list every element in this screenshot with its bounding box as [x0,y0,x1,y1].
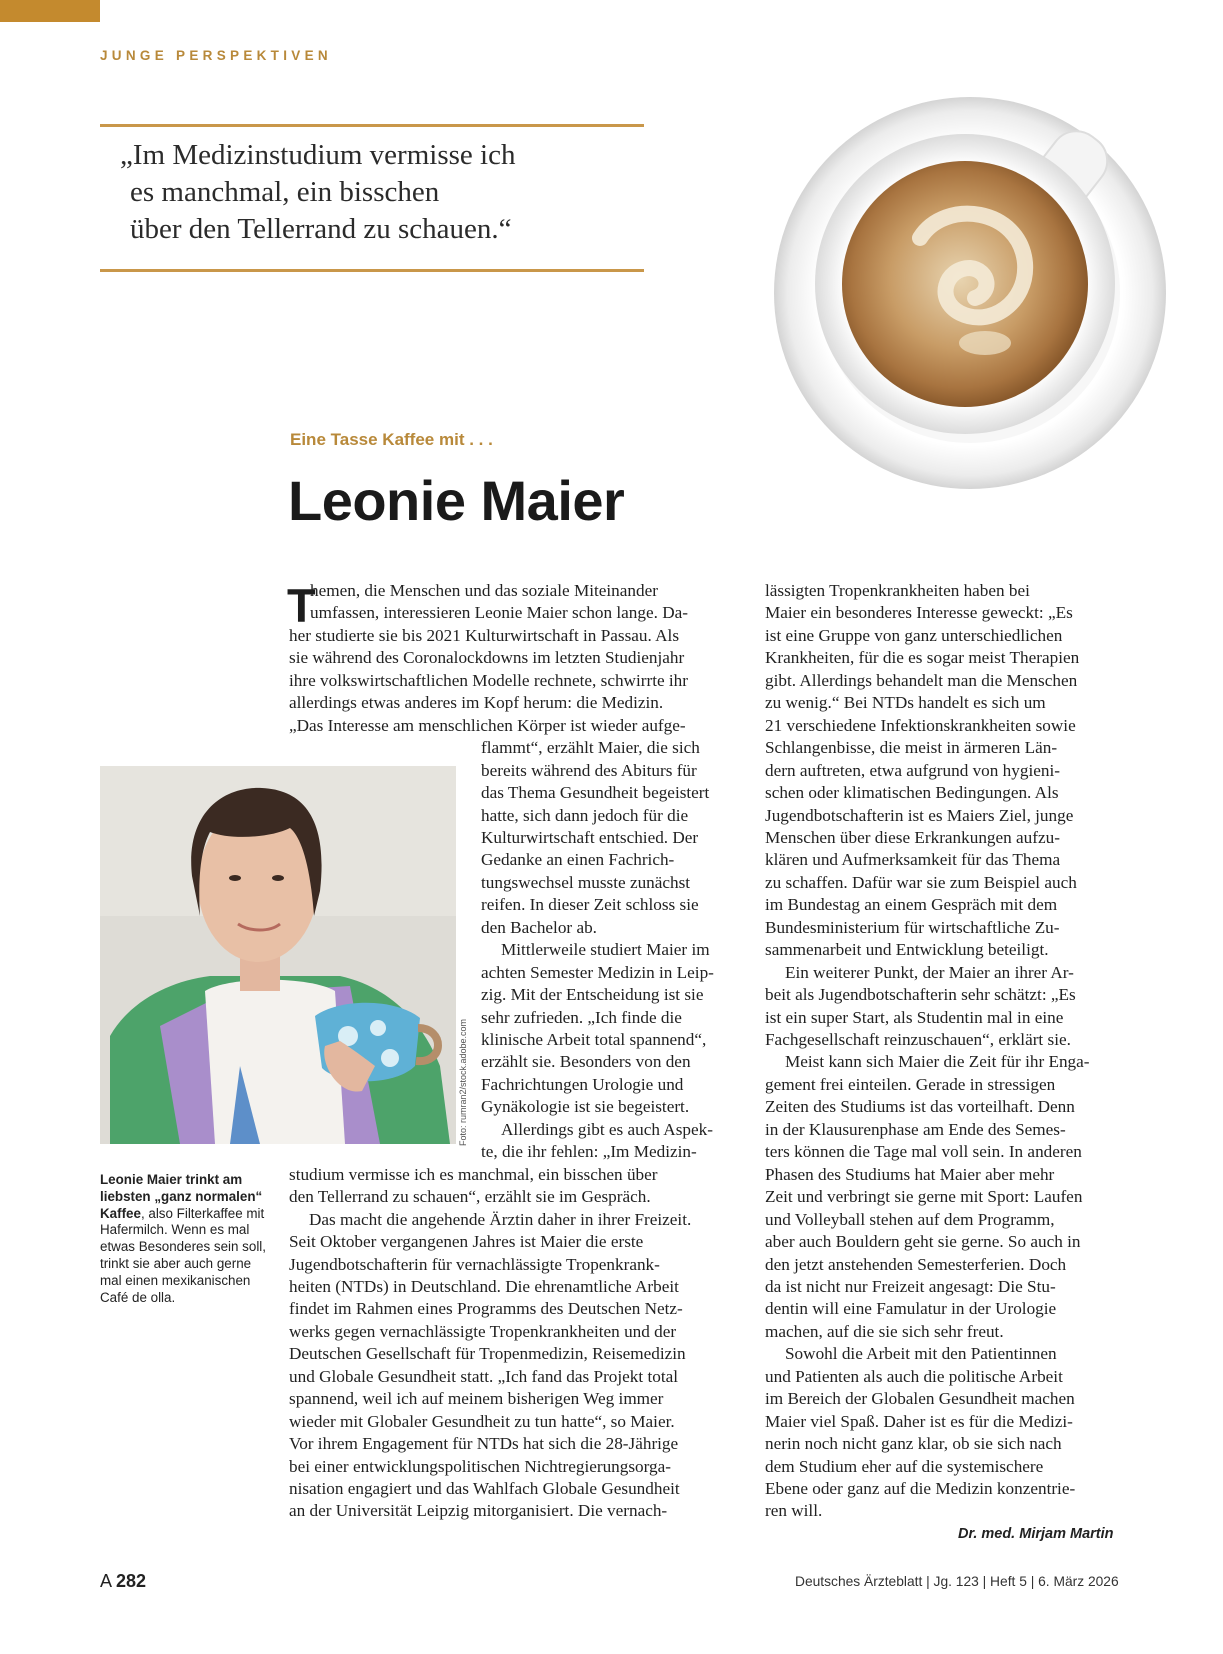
body-text-line: hatte, sich dann jedoch für die [481,805,689,825]
body-text-line: Jugendbotschafterin für vernachlässigte Tropenkrank- [289,1254,660,1274]
body-text-line: klinische Arbeit total spannend“, [481,1030,707,1049]
body-text-line: dentin will eine Famulatur in der Urologie [765,1299,1057,1319]
body-text-line: bereits während des Abiturs für [481,760,697,780]
body-text-line: dem Studium eher auf die systemischere [765,1456,1044,1476]
body-text-line: gement frei einteilen. Gerade in stressigen [765,1074,1056,1094]
body-text-line: Das macht die angehende Ärztin daher in ihrer Freizeit. [309,1209,692,1229]
body-text-line: ters können die Tage mal voll sein. In anderen [765,1142,1082,1162]
pull-quote-line: „Im Medizinstudium vermisse ich [120,139,516,171]
body-text-line: Ein weiterer Punkt, der Maier an ihrer Ar- [785,962,1074,982]
body-text-line: ist eine Gruppe von ganz unterschiedlichen [765,625,1063,645]
body-text-line: reifen. In dieser Zeit schloss sie [481,895,699,915]
body-text-line: zig. Mit der Entscheidung ist sie [481,985,704,1005]
body-text-line: Meist kann sich Maier die Zeit für ihr Enga- [785,1052,1090,1072]
body-text-line: Seit Oktober vergangenen Jahres ist Maier die erste [289,1232,644,1252]
body-text-line: Kulturwirtschaft entschied. Der [481,827,699,847]
body-text-line: „Das Interesse am menschlichen Körper ist wieder aufge- [289,715,686,735]
page-prefix: A [100,1571,112,1591]
body-text-line: aber auch Bouldern geht sie gerne. So auch in [765,1232,1081,1252]
author-byline: Dr. med. Mirjam Martin [958,1526,1114,1542]
section-label: JUNGE PERSPEKTIVEN [100,48,332,63]
body-text-line: im Bereich der Globalen Gesundheit machen [765,1389,1075,1409]
body-text-line: Fachrichtungen Urologie und [481,1074,684,1094]
body-text-line: Fachgesellschaft reinzuschauen“, erklärt sie. [765,1030,1071,1049]
body-text-line: Phasen des Studiums hat Maier aber mehr [765,1164,1055,1184]
body-text-line: Mittlerweile studiert Maier im [501,940,710,960]
body-text-line: Jugendbotschafterin ist es Maiers Ziel, junge [765,805,1074,825]
body-text-line: hemen, die Menschen und das soziale Miteinander [310,581,658,600]
body-text-line: ist ein super Start, als Studentin mal in eine [765,1007,1064,1027]
body-text-line: wieder mit Globaler Gesundheit zu tun hatte“, so Maier. [289,1411,675,1431]
body-text-line: Maier ein besonderes Interesse geweckt: „Es [765,603,1073,623]
caption-bold: Leonie Maier trinkt am liebsten „ganz normalen“ Kaffee [100,1172,263,1221]
body-text-line: erzählt sie. Besonders von den [481,1052,691,1072]
body-text-line: das Thema Gesundheit begeistert [481,783,710,803]
body-text-line: flammt“, erzählt Maier, die sich [481,738,700,758]
body-text-line: gibt. Allerdings behandelt man die Menschen [765,670,1078,690]
body-text-line: und Globale Gesundheit statt. „Ich fand das Projekt total [289,1366,679,1386]
body-text-line: ihre volkswirtschaftlichen Modelle rechnete, schwirrte ihr [289,670,688,690]
body-text-line: Maier viel Spaß. Daher ist es für die Medizi- [765,1411,1073,1431]
body-text-line: und Patienten als auch die politische Arbeit [765,1366,1063,1386]
body-text-line: te, die ihr fehlen: „Im Medizin- [481,1142,697,1162]
body-text-line: Ebene oder ganz auf die Medizin konzentrie- [765,1479,1076,1498]
body-text-line: Zeiten des Studiums ist das vorteilhaft. Denn [765,1097,1075,1117]
body-text-line: Gedanke an einen Fachrich- [481,850,675,870]
photo-caption [100,1172,272,1306]
body-text-line: 21 verschiedene Infektionskrankheiten sowie [765,715,1076,735]
pull-quote [100,124,644,272]
body-text-line: nerin noch nicht ganz klar, ob sie sich nach [765,1434,1062,1454]
body-text-line: umfassen, interessieren Leonie Maier schon lange. Da- [310,603,688,623]
body-text-line: zu schaffen. Dafür war sie zum Beispiel auch [765,872,1077,892]
body-text-line: ren will. [765,1501,823,1521]
body-text-line: zu wenig.“ Bei NTDs handelt es sich um [765,693,1046,713]
body-text-line: Gynäkologie ist sie begeistert. [481,1097,690,1117]
body-text-line: Deutschen Gesellschaft für Tropenmedizin, Reisemedizin [289,1344,686,1364]
body-text-line: da ist nicht nur Freizeit angesagt: Die Stu- [765,1276,1056,1296]
body-text-line: den Bachelor ab. [481,917,597,937]
corner-accent-bar [0,0,100,22]
pull-quote-line: es manchmal, ein bisschen [130,176,440,208]
body-text-line: den Tellerrand zu schauen“, erzählt sie im Gespräch. [289,1187,651,1207]
body-text-line: sie während des Coronalockdowns im letzten Studienjahr [289,648,685,668]
body-text-line: allerdings etwas anderes im Kopf herum: die Medizin. [289,693,664,713]
body-text-line: findet im Rahmen eines Programms des Deutschen Netz- [289,1299,683,1319]
drop-cap: T [287,579,316,632]
page-number [100,1571,146,1592]
pull-quote-line: über den Tellerrand zu schauen.“ [130,213,512,245]
body-text-line: in der Klausurenphase am Ende des Semes- [765,1119,1066,1139]
body-text-line: lässigten Tropenkrankheiten haben bei [765,581,1030,600]
body-text-line: her studierte sie bis 2021 Kulturwirtschaft in Passau. Als [289,625,680,645]
body-text-line: bei einer entwicklungspolitischen Nichtregierungsorga- [289,1456,671,1476]
body-text-line: heiten (NTDs) in Deutschland. Die ehrenamtliche Arbeit [289,1276,679,1296]
body-text-line: sammenarbeit und Entwicklung beteiligt. [765,940,1049,960]
article-kicker: Eine Tasse Kaffee mit . . . [290,430,493,449]
body-text-line: den jetzt anstehenden Semesterferien. Doch [765,1254,1067,1274]
portrait-photo [100,766,456,1144]
body-text-line: und Volleyball stehen auf dem Programm, [765,1209,1055,1229]
body-text-line: Bundesministerium für wirtschaftliche Zu- [765,917,1060,937]
body-text-line: Menschen über diese Erkrankungen aufzu- [765,827,1060,847]
body-text-line: schen oder klimatischen Bedingungen. Als [765,783,1059,803]
body-text-line: Schlangenbisse, die meist in ärmeren Län- [765,738,1058,758]
body-text-line: dern auftreten, etwa aufgrund von hygieni- [765,760,1060,780]
body-text-line: achten Semester Medizin in Leip- [481,962,714,982]
body-text-line: machen, auf die sie sich sehr freut. [765,1321,1004,1341]
coffee-cup-image [770,88,1190,508]
journal-footer: Deutsches Ärzteblatt | Jg. 123 | Heft 5 | 6. März 2026 [795,1574,1119,1589]
page-number-value: 282 [116,1571,147,1591]
body-text-line: im Bundestag an einem Gespräch mit dem [765,895,1058,915]
body-text-line: Krankheiten, für die es sogar meist Therapien [765,648,1080,668]
body-text-line: sehr zufrieden. „Ich finde die [481,1007,682,1027]
body-text-line: Sowohl die Arbeit mit den Patientinnen [785,1344,1057,1364]
body-text-line: Zeit und verbringt sie gerne mit Sport: Laufen [765,1187,1083,1207]
body-text-line: beit als Jugendbotschafterin sehr schätzt: „Es [765,985,1076,1005]
body-text-line: Vor ihrem Engagement für NTDs hat sich die 28-Jährige [289,1434,679,1454]
body-text-line: tungswechsel musste zunächst [481,872,691,892]
body-text-line: studium vermisse ich es manchmal, ein bisschen über [289,1164,658,1184]
body-text-line: Allerdings gibt es auch Aspek- [501,1119,713,1139]
body-text-line: spannend, weil ich auf meinem bisherigen Weg immer [289,1389,664,1409]
body-text-line: an der Universität Leipzig mitorganisiert. Die vernach- [289,1501,668,1521]
body-text-line: nisation engagiert und das Wahlfach Globale Gesundheit [289,1479,680,1498]
body-text-line: werks gegen vernachlässigte Tropenkrankheiten und der [289,1321,677,1341]
body-text-line: klären und Aufmerksamkeit für das Thema [765,850,1061,870]
caption-text: , also Filterkaffee mit Hafermilch. Wenn es mal etwas Besonderes sein soll, trinkt sie aber auch gerne mal einen mexikanischen Café de olla. [100,1205,266,1305]
photo-credit: Foto: rumran2/stock.adobe.com [458,1018,468,1146]
article-title: Leonie Maier [288,469,625,532]
